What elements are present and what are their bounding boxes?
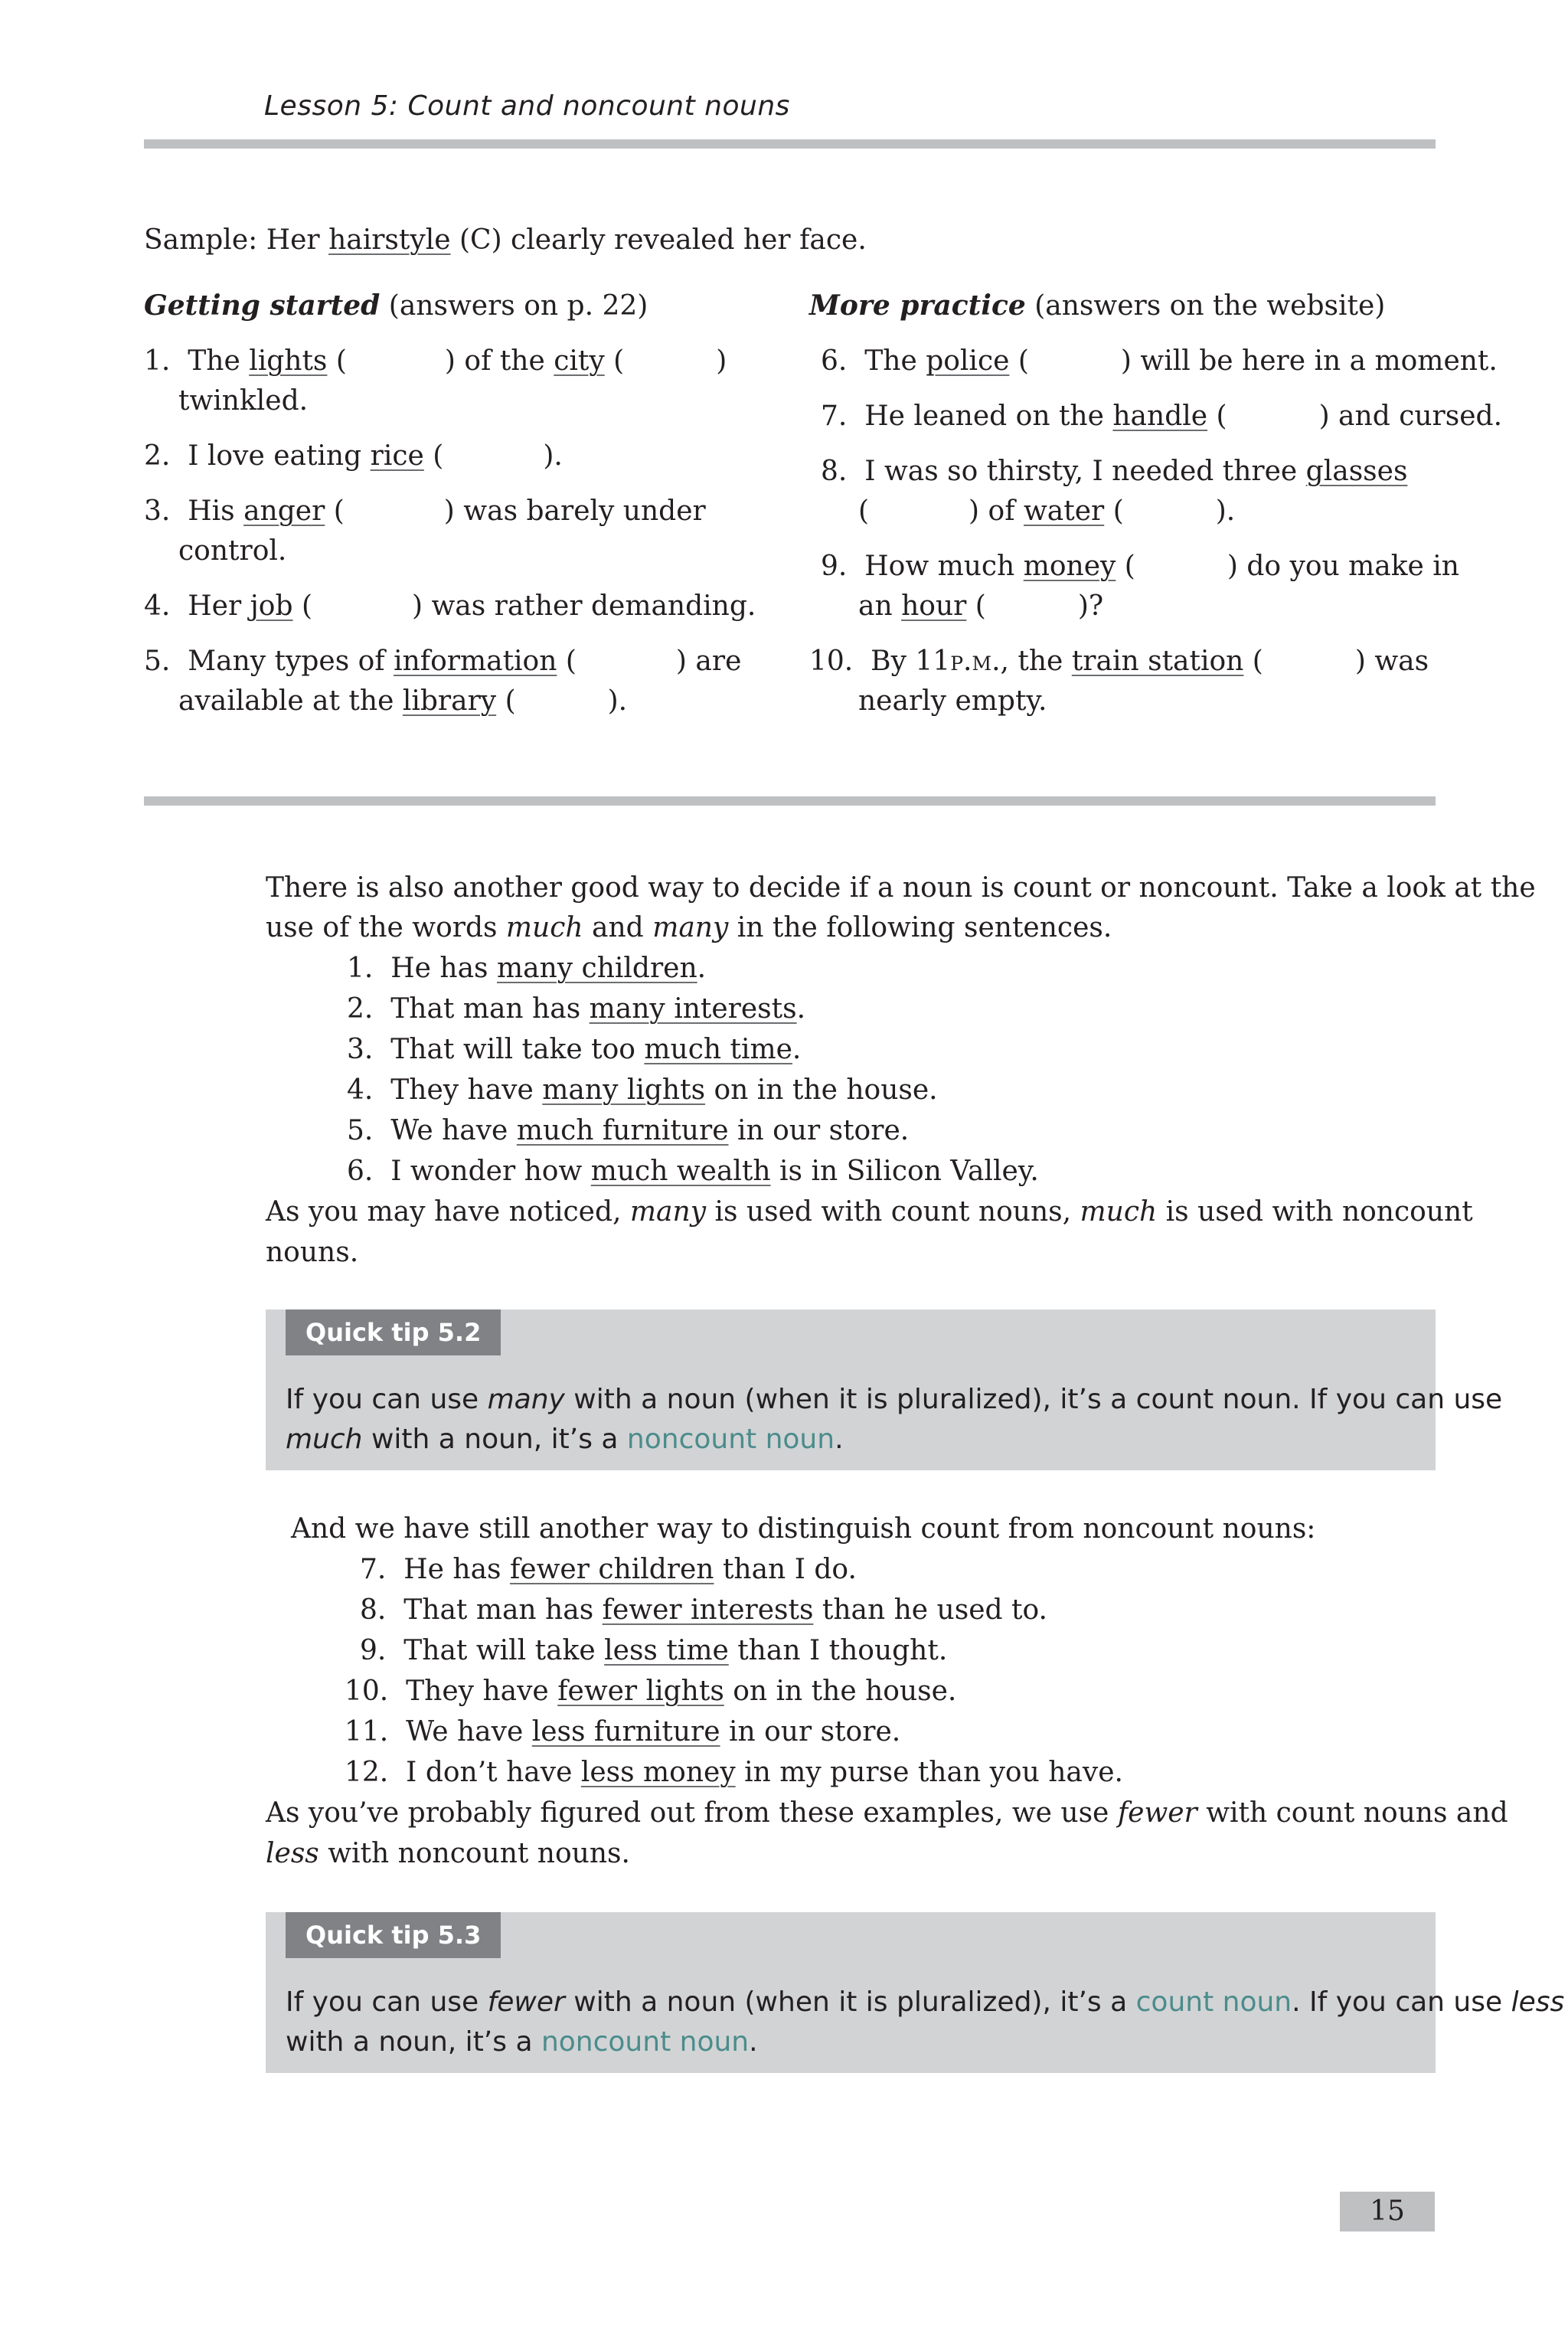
quick-tip-5-2 bbox=[266, 1309, 1503, 1470]
exercise-noun: rice bbox=[370, 440, 424, 472]
exercise-noun: handle bbox=[1112, 401, 1208, 432]
fewer-less-intro: And we have still another way to distinguish count from noncount nouns: bbox=[291, 1513, 1316, 1545]
exercise-item-3-cont: control. bbox=[178, 535, 287, 567]
example-11: 11. We have less furniture in our store. bbox=[345, 1716, 901, 1748]
exercise-noun: library bbox=[402, 685, 497, 717]
exercise-noun: money bbox=[1023, 551, 1116, 582]
exercise-noun: job bbox=[250, 590, 293, 622]
example-8: 8. That man has fewer interests than he used to. bbox=[360, 1594, 1047, 1626]
quick-tip-text-line2: with a noun, it’s a noncount noun. bbox=[286, 2026, 758, 2058]
example-2: 2. That man has many interests. bbox=[347, 993, 806, 1025]
example-6: 6. I wonder how much wealth is in Silicon Valley. bbox=[347, 1156, 1039, 1187]
example-3: 3. That will take too much time. bbox=[347, 1034, 802, 1065]
exercise-noun: police bbox=[926, 345, 1010, 377]
exercise-item-5-cont: available at the library ( ). bbox=[178, 685, 628, 717]
sample-sentence: Sample: Her hairstyle (C) clearly revealed her face. bbox=[144, 224, 867, 256]
exercise-noun: glasses bbox=[1305, 456, 1408, 487]
exercise-noun: hour bbox=[901, 590, 967, 622]
glossary-link-count-noun[interactable]: count noun bbox=[1135, 1986, 1292, 2018]
quick-tip-text-line2: much with a noun, it’s a noncount noun. bbox=[286, 1424, 844, 1455]
example-1: 1. He has many children. bbox=[347, 953, 707, 984]
much-many-intro-line1: There is also another good way to decide if a noun is count or noncount. Take a look at the bbox=[266, 872, 1536, 904]
quick-tip-text-line1: If you can use fewer with a noun (when it is pluralized), it’s a count noun. If you can use less bbox=[286, 1986, 1565, 2018]
exercise-item-4: 4. Her job ( ) was rather demanding. bbox=[144, 590, 756, 622]
quick-tip-label: Quick tip 5.3 bbox=[286, 1912, 501, 1958]
exercise-item-10-cont: nearly empty. bbox=[858, 685, 1047, 717]
page-number: 15 bbox=[1340, 2192, 1435, 2231]
exercise-item-6: 6. The police ( ) will be here in a moment. bbox=[821, 345, 1498, 377]
example-9: 9. That will take less time than I thought. bbox=[360, 1635, 948, 1666]
example-10: 10. They have fewer lights on in the house. bbox=[345, 1676, 957, 1707]
sample-noun: hairstyle bbox=[328, 224, 451, 256]
exercise-item-9: 9. How much money ( ) do you make in bbox=[821, 551, 1459, 582]
exercise-item-3: 3. His anger ( ) was barely under bbox=[144, 495, 706, 527]
exercise-item-8: 8. I was so thirsty, I needed three glasses bbox=[821, 456, 1408, 487]
much-many-conclusion-line2: nouns. bbox=[266, 1237, 359, 1268]
example-12: 12. I don’t have less money in my purse than you have. bbox=[345, 1757, 1123, 1788]
glossary-link-noncount-noun[interactable]: noncount noun bbox=[541, 2026, 750, 2058]
lesson-title: Lesson 5: Count and noncount nouns bbox=[264, 90, 790, 122]
exercise-noun: information bbox=[394, 646, 557, 677]
example-4: 4. They have many lights on in the house. bbox=[347, 1074, 938, 1106]
header-rule bbox=[144, 139, 1436, 149]
fewer-less-conclusion-line2: less with noncount nouns. bbox=[266, 1838, 630, 1869]
exercise-item-1-cont: twinkled. bbox=[178, 385, 309, 417]
exercise-noun: city bbox=[554, 345, 605, 377]
section-divider bbox=[144, 796, 1436, 806]
much-many-conclusion-line1: As you may have noticed, many is used with count nouns, much is used with noncount bbox=[266, 1196, 1473, 1228]
quick-tip-text-line1: If you can use many with a noun (when it is pluralized), it’s a count noun. If you can use bbox=[286, 1384, 1503, 1415]
getting-started-heading: Getting started (answers on p. 22) bbox=[144, 289, 648, 322]
exercise-noun: water bbox=[1023, 495, 1105, 527]
quick-tip-label: Quick tip 5.2 bbox=[286, 1309, 501, 1355]
quick-tip-5-3 bbox=[266, 1912, 1565, 2073]
more-practice-heading: More practice (answers on the website) bbox=[809, 289, 1386, 322]
exercise-noun: lights bbox=[249, 345, 328, 377]
exercise-item-2: 2. I love eating rice ( ). bbox=[144, 440, 563, 472]
example-7: 7. He has fewer children than I do. bbox=[360, 1554, 857, 1585]
exercise-noun: anger bbox=[243, 495, 325, 527]
exercise-item-5: 5. Many types of information ( ) are bbox=[144, 646, 742, 677]
much-many-intro-line2: use of the words much and many in the following sentences. bbox=[266, 912, 1112, 943]
glossary-link-noncount-noun[interactable]: noncount noun bbox=[626, 1424, 835, 1455]
example-5: 5. We have much furniture in our store. bbox=[347, 1115, 910, 1146]
exercise-item-10: 10. By 11p.m., the train station ( ) was bbox=[809, 646, 1429, 677]
fewer-less-conclusion-line1: As you’ve probably figured out from these examples, we use fewer with count nouns and bbox=[266, 1797, 1508, 1829]
exercise-noun: train station bbox=[1071, 646, 1244, 677]
exercise-item-9-cont: an hour ( )? bbox=[858, 590, 1104, 622]
exercise-item-7: 7. He leaned on the handle ( ) and cursed. bbox=[821, 401, 1503, 432]
exercise-item-8-cont: ( ) of water ( ). bbox=[858, 495, 1236, 527]
exercise-item-1: 1. The lights ( ) of the city ( ) bbox=[144, 345, 727, 377]
